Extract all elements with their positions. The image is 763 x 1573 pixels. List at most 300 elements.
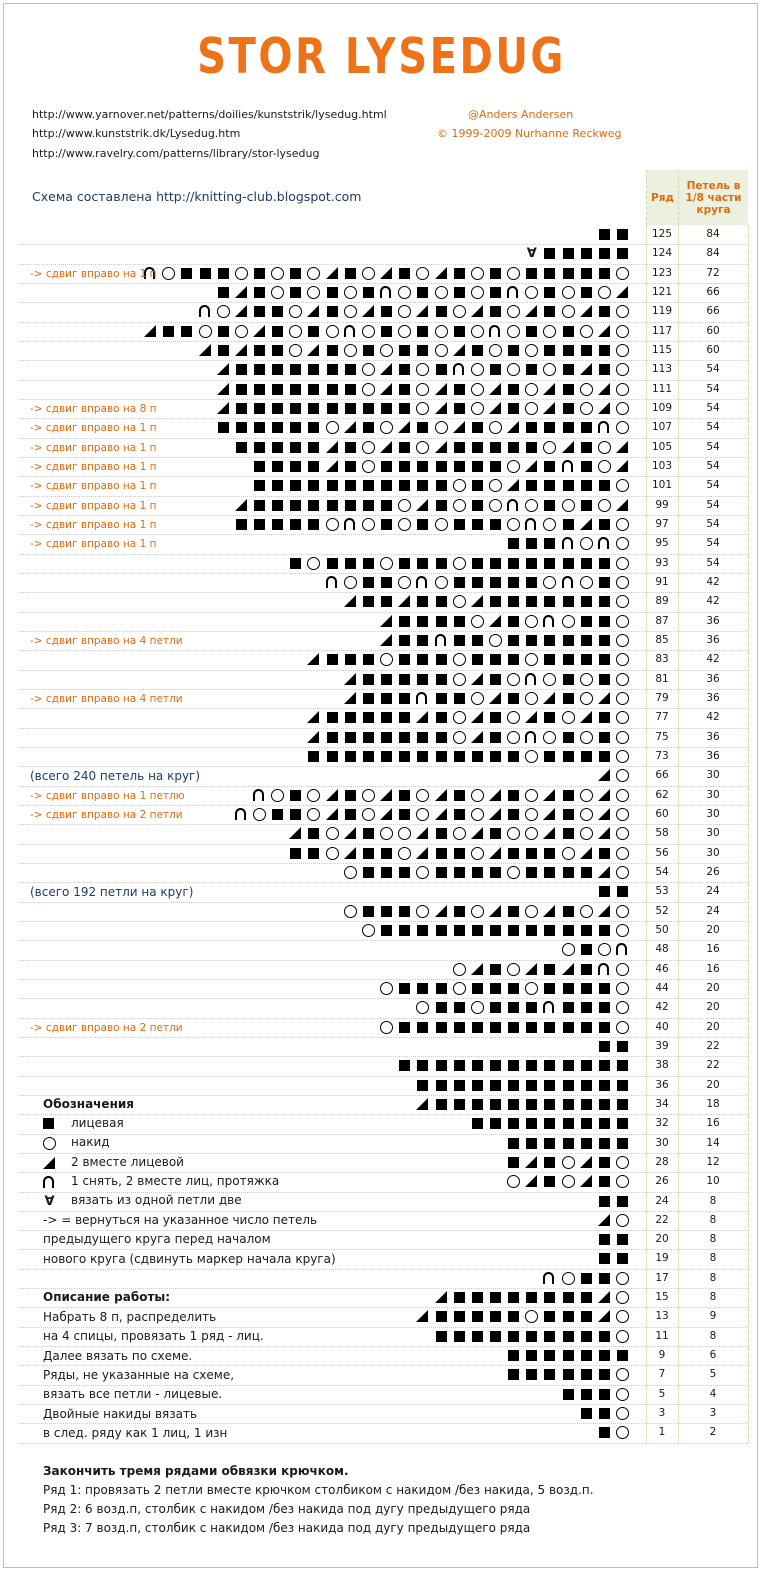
filled-square-icon <box>254 403 265 414</box>
row-divider <box>20 360 748 361</box>
stitch-count: 54 <box>706 556 720 569</box>
filled-square-icon <box>345 732 356 743</box>
filled-square-icon <box>436 1311 447 1322</box>
filled-square-icon <box>581 442 592 453</box>
filled-square-icon <box>417 635 428 646</box>
open-circle-icon <box>307 557 320 570</box>
row-number: 119 <box>651 305 673 318</box>
filled-square-icon <box>254 287 265 298</box>
open-circle-icon <box>380 982 393 995</box>
filled-square-icon <box>181 268 192 279</box>
compiled-by-note: Схема составлена http://knitting-club.blogspot.com <box>32 189 362 204</box>
stitch-count: 16 <box>706 1117 720 1130</box>
filled-square-icon <box>345 384 356 395</box>
filled-square-icon <box>563 480 574 491</box>
row-number: 60 <box>655 807 669 820</box>
filled-square-icon <box>581 867 592 878</box>
row-divider <box>20 1327 748 1328</box>
filled-square-icon <box>599 1118 610 1129</box>
filled-square-icon <box>563 906 574 917</box>
arch-icon <box>543 1272 554 1284</box>
row-number: 75 <box>655 730 669 743</box>
filled-square-icon <box>472 422 483 433</box>
row-divider <box>20 863 748 864</box>
filled-square-icon <box>381 867 392 878</box>
filled-square-icon <box>454 751 465 762</box>
filled-square-icon <box>472 1292 483 1303</box>
open-circle-icon <box>598 286 611 299</box>
row-number: 79 <box>655 691 669 704</box>
stitch-count: 20 <box>706 1001 720 1014</box>
open-circle-icon <box>489 634 502 647</box>
stitch-count: 8 <box>709 1252 717 1265</box>
filled-square-icon <box>526 1350 537 1361</box>
filled-square-icon <box>399 867 410 878</box>
filled-square-icon <box>508 596 519 607</box>
filled-square-icon <box>454 925 465 936</box>
open-circle-icon <box>398 325 411 338</box>
row-divider <box>20 1211 748 1212</box>
filled-square-icon <box>345 461 356 472</box>
filled-square-icon <box>472 345 483 356</box>
stitch-count: 4 <box>709 1387 717 1400</box>
row-divider <box>20 341 748 342</box>
source-link-ravelry[interactable]: http://www.ravelry.com/patterns/library/stor-lysedug <box>32 147 320 160</box>
open-circle-icon <box>489 499 502 512</box>
filled-square-icon <box>490 268 501 279</box>
filled-square-icon <box>508 809 519 820</box>
filled-square-icon <box>599 1408 610 1419</box>
filled-square-icon <box>308 384 319 395</box>
filled-square-icon <box>599 268 610 279</box>
arch-icon <box>253 789 264 801</box>
shift-note: -> сдвиг вправо на 8 п <box>30 402 157 415</box>
filled-square-icon <box>508 751 519 762</box>
filled-square-icon <box>454 461 465 472</box>
filled-square-icon <box>454 635 465 646</box>
row-divider <box>20 1172 748 1173</box>
stitch-count: 20 <box>706 1020 720 1033</box>
open-circle-icon <box>580 673 593 686</box>
filled-square-icon <box>490 983 501 994</box>
arch-icon <box>453 363 464 375</box>
filled-square-icon <box>581 1080 592 1091</box>
filled-square-icon <box>218 268 229 279</box>
filled-square-icon <box>563 635 574 646</box>
filled-square-icon <box>218 326 229 337</box>
row-number: 7 <box>658 1368 666 1381</box>
open-circle-icon <box>435 576 448 589</box>
filled-square-icon <box>599 1331 610 1342</box>
triangle-icon <box>580 305 592 317</box>
filled-square-icon <box>363 693 374 704</box>
filled-square-icon <box>526 1118 537 1129</box>
open-circle-icon <box>525 383 538 396</box>
open-circle-icon <box>453 479 466 492</box>
arch-icon <box>525 731 536 743</box>
filled-square-icon <box>599 1138 610 1149</box>
filled-square-icon <box>544 1176 555 1187</box>
row-number: 1 <box>658 1426 666 1439</box>
filled-square-icon <box>563 1331 574 1342</box>
triangle-icon <box>489 615 501 627</box>
row-number: 13 <box>655 1310 669 1323</box>
stitch-count: 36 <box>706 614 720 627</box>
filled-square-icon <box>599 248 610 259</box>
stitch-count: 66 <box>706 305 720 318</box>
stitch-count: 3 <box>709 1407 717 1420</box>
stitch-count: 36 <box>706 672 720 685</box>
triangle-icon <box>543 402 555 414</box>
filled-square-icon <box>599 1273 610 1284</box>
filled-square-icon <box>544 248 555 259</box>
row-number: 111 <box>651 382 673 395</box>
filled-square-icon <box>290 287 301 298</box>
filled-square-icon <box>254 384 265 395</box>
filled-square-icon <box>327 654 338 665</box>
row-number: 87 <box>655 614 669 627</box>
filled-square-icon <box>272 306 283 317</box>
stitch-count: 30 <box>706 788 720 801</box>
filled-square-icon <box>272 326 283 337</box>
filled-square-icon <box>599 1253 610 1264</box>
row-divider <box>20 1018 748 1019</box>
triangle-icon <box>471 963 483 975</box>
open-circle-icon <box>562 1156 575 1169</box>
filled-square-icon <box>490 1292 501 1303</box>
filled-square-icon <box>327 500 338 511</box>
open-circle-icon <box>616 924 629 937</box>
filled-square-icon <box>599 1080 610 1091</box>
triangle-icon <box>435 808 447 820</box>
description-line: Ряды, не указанные на схеме, <box>43 1367 235 1382</box>
filled-square-icon <box>617 886 628 897</box>
filled-square-icon <box>581 1389 592 1400</box>
filled-square-icon <box>454 287 465 298</box>
row-divider <box>20 244 748 245</box>
source-link-yarnover[interactable]: http://www.yarnover.net/patterns/doilies/kunststrik/lysedug.html <box>32 108 387 121</box>
filled-square-icon <box>617 1253 628 1264</box>
open-circle-icon <box>471 325 484 338</box>
open-circle-icon <box>453 711 466 724</box>
open-circle-icon <box>507 731 520 744</box>
triangle-icon <box>307 305 319 317</box>
filled-square-icon <box>490 461 501 472</box>
filled-square-icon <box>617 1118 628 1129</box>
triangle-icon <box>416 305 428 317</box>
filled-square-icon <box>236 519 247 530</box>
filled-square-icon <box>544 558 555 569</box>
triangle-icon <box>489 692 501 704</box>
stitch-count-header: Петель в 1/8 части круга <box>678 170 748 225</box>
triangle-icon <box>471 595 483 607</box>
triangle-icon <box>598 325 610 337</box>
open-circle-icon <box>562 286 575 299</box>
triangle-icon <box>543 789 555 801</box>
row-number: 42 <box>655 1001 669 1014</box>
open-circle-icon <box>616 557 629 570</box>
arch-icon <box>562 537 573 549</box>
open-circle-icon <box>580 325 593 338</box>
filled-square-icon <box>399 712 410 723</box>
filled-square-icon <box>544 848 555 859</box>
filled-square-icon <box>381 732 392 743</box>
row-divider <box>20 824 748 825</box>
filled-square-icon <box>436 925 447 936</box>
filled-square-icon <box>308 828 319 839</box>
filled-square-icon <box>563 1138 574 1149</box>
filled-square-icon <box>472 867 483 878</box>
filled-square-icon <box>581 1118 592 1129</box>
filled-square-icon <box>417 1022 428 1033</box>
filled-square-icon <box>417 1080 428 1091</box>
open-circle-icon <box>453 963 466 976</box>
source-link-kunststrik[interactable]: http://www.kunststrik.dk/Lysedug.htm <box>32 127 241 140</box>
filled-square-icon <box>544 1138 555 1149</box>
filled-square-icon <box>563 790 574 801</box>
triangle-icon <box>616 286 628 298</box>
filled-square-icon <box>454 906 465 917</box>
filled-square-icon <box>436 828 447 839</box>
filled-square-icon <box>345 364 356 375</box>
filled-square-icon <box>544 268 555 279</box>
row-divider <box>20 1095 748 1096</box>
filled-square-icon <box>617 1080 628 1091</box>
filled-square-icon <box>454 867 465 878</box>
open-circle-icon <box>344 905 357 918</box>
row-divider <box>20 844 748 845</box>
filled-square-icon <box>345 809 356 820</box>
filled-square-icon <box>490 364 501 375</box>
filled-square-icon <box>581 944 592 955</box>
filled-square-icon <box>508 1099 519 1110</box>
filled-square-icon <box>544 1157 555 1168</box>
filled-square-icon <box>563 422 574 433</box>
filled-square-icon <box>436 732 447 743</box>
row-number: 81 <box>655 672 669 685</box>
filled-square-icon <box>381 461 392 472</box>
arch-icon <box>562 576 573 588</box>
legend-heading: Обозначения <box>43 1097 134 1111</box>
triangle-icon <box>543 808 555 820</box>
filled-square-icon <box>290 364 301 375</box>
open-circle-icon <box>616 1156 629 1169</box>
filled-square-icon <box>526 364 537 375</box>
triangle-icon <box>598 692 610 704</box>
triangle-icon <box>435 905 447 917</box>
filled-square-icon <box>363 558 374 569</box>
filled-square-icon <box>490 964 501 975</box>
filled-square-icon <box>436 693 447 704</box>
row-number: 95 <box>655 537 669 550</box>
filled-square-icon <box>254 268 265 279</box>
filled-square-icon <box>290 461 301 472</box>
arch-icon <box>598 537 609 549</box>
filled-square-icon <box>617 229 628 240</box>
filled-square-icon <box>436 364 447 375</box>
open-circle-icon <box>616 1388 629 1401</box>
row-divider <box>20 1346 748 1347</box>
filled-square-icon <box>599 654 610 665</box>
stitch-count: 36 <box>706 749 720 762</box>
filled-square-icon <box>436 1331 447 1342</box>
row-number: 105 <box>651 440 673 453</box>
filled-square-icon <box>381 906 392 917</box>
row-divider <box>20 1037 748 1038</box>
filled-square-icon <box>544 1060 555 1071</box>
stitch-count: 36 <box>706 633 720 646</box>
filled-square-icon <box>544 1099 555 1110</box>
row-divider <box>20 631 748 632</box>
row-divider <box>20 902 748 903</box>
triangle-icon <box>380 363 392 375</box>
triangle-icon <box>543 692 555 704</box>
open-circle-icon <box>471 267 484 280</box>
filled-square-icon <box>472 577 483 588</box>
row-number: 44 <box>655 981 669 994</box>
stitch-count: 42 <box>706 653 720 666</box>
triangle-icon <box>598 1214 610 1226</box>
filled-square-icon <box>472 751 483 762</box>
filled-square-icon <box>472 500 483 511</box>
filled-square-icon <box>454 384 465 395</box>
filled-square-icon <box>563 1080 574 1091</box>
filled-square-icon <box>490 1118 501 1129</box>
stitch-count: 84 <box>706 228 720 240</box>
triangle-icon <box>416 1098 428 1110</box>
triangle-icon <box>598 905 610 917</box>
triangle-icon <box>580 1175 592 1187</box>
filled-square-icon <box>508 1060 519 1071</box>
arch-icon <box>235 808 246 820</box>
triangle-icon <box>344 421 356 433</box>
open-circle-icon <box>471 402 484 415</box>
filled-square-icon <box>436 558 447 569</box>
filled-square-icon <box>472 480 483 491</box>
open-circle-icon <box>271 267 284 280</box>
filled-square-icon <box>236 403 247 414</box>
filled-square-icon <box>436 306 447 317</box>
triangle-icon <box>416 499 428 511</box>
open-circle-icon <box>616 576 629 589</box>
filled-square-icon <box>563 1311 574 1322</box>
filled-square-icon <box>563 925 574 936</box>
filled-square-icon <box>399 635 410 646</box>
filled-square-icon <box>581 1408 592 1419</box>
filled-square-icon <box>436 983 447 994</box>
filled-square-icon <box>436 674 447 685</box>
filled-square-icon <box>508 635 519 646</box>
triangle-icon <box>471 305 483 317</box>
triangle-icon <box>580 847 592 859</box>
triangle-icon <box>598 769 610 781</box>
filled-square-icon <box>617 1234 628 1245</box>
row-number: 58 <box>655 827 669 840</box>
open-circle-icon <box>380 1021 393 1034</box>
row-number: 123 <box>651 266 673 279</box>
description-line: в след. ряду как 1 лиц, 1 изн <box>43 1425 228 1440</box>
triangle-icon <box>598 383 610 395</box>
triangle-icon <box>525 711 537 723</box>
open-circle-icon <box>362 441 375 454</box>
row-number: 46 <box>655 962 669 975</box>
triangle-icon <box>344 673 356 685</box>
filled-square-icon <box>254 422 265 433</box>
open-circle-icon <box>580 692 593 705</box>
triangle-icon <box>453 344 465 356</box>
filled-square-icon <box>417 674 428 685</box>
shift-note: -> сдвиг вправо на 4 петли <box>30 692 183 705</box>
arch-icon <box>489 325 500 337</box>
open-circle-icon <box>435 421 448 434</box>
filled-square-icon <box>508 1118 519 1129</box>
triangle-icon <box>435 1291 447 1303</box>
filled-square-icon <box>327 345 338 356</box>
triangle-icon <box>326 808 338 820</box>
filled-square-icon <box>490 519 501 530</box>
filled-square-icon <box>436 712 447 723</box>
filled-square-icon <box>399 790 410 801</box>
filled-square-icon <box>254 442 265 453</box>
filled-square-icon <box>436 461 447 472</box>
filled-square-icon <box>454 326 465 337</box>
description-line: вязать все петли - лицевые. <box>43 1387 223 1402</box>
filled-square-icon <box>599 616 610 627</box>
filled-square-icon <box>43 1118 54 1129</box>
filled-square-icon <box>490 1002 501 1013</box>
shift-note: -> сдвиг вправо на 1 п <box>30 441 157 454</box>
filled-square-icon <box>308 519 319 530</box>
arch-icon <box>416 576 427 588</box>
open-circle-icon <box>598 441 611 454</box>
open-circle-icon <box>525 499 538 512</box>
triangle-icon <box>307 711 319 723</box>
open-circle-icon <box>362 460 375 473</box>
triangle-icon <box>199 344 211 356</box>
arch-icon <box>326 576 337 588</box>
arch-icon <box>543 615 554 627</box>
stitch-count: 54 <box>706 382 720 395</box>
filled-square-icon <box>399 461 410 472</box>
increase-icon: ∀ <box>44 1194 55 1209</box>
triangle-icon <box>489 847 501 859</box>
filled-square-icon <box>599 983 610 994</box>
row-divider <box>20 534 748 535</box>
row-number: 11 <box>655 1329 669 1342</box>
filled-square-icon <box>345 500 356 511</box>
open-circle-icon <box>616 344 629 357</box>
open-circle-icon <box>507 325 520 338</box>
filled-square-icon <box>454 1292 465 1303</box>
filled-square-icon <box>617 1350 628 1361</box>
open-circle-icon <box>471 789 484 802</box>
filled-square-icon <box>399 268 410 279</box>
open-circle-icon <box>435 286 448 299</box>
filled-square-icon <box>308 403 319 414</box>
row-number: 52 <box>655 904 669 917</box>
row-number: 85 <box>655 633 669 646</box>
filled-square-icon <box>544 461 555 472</box>
filled-square-icon <box>236 442 247 453</box>
triangle-icon <box>525 1156 537 1168</box>
filled-square-icon <box>363 867 374 878</box>
filled-square-icon <box>363 712 374 723</box>
filled-square-icon <box>381 596 392 607</box>
row-divider <box>20 283 748 284</box>
filled-square-icon <box>599 558 610 569</box>
open-circle-icon <box>616 866 629 879</box>
filled-square-icon <box>544 596 555 607</box>
